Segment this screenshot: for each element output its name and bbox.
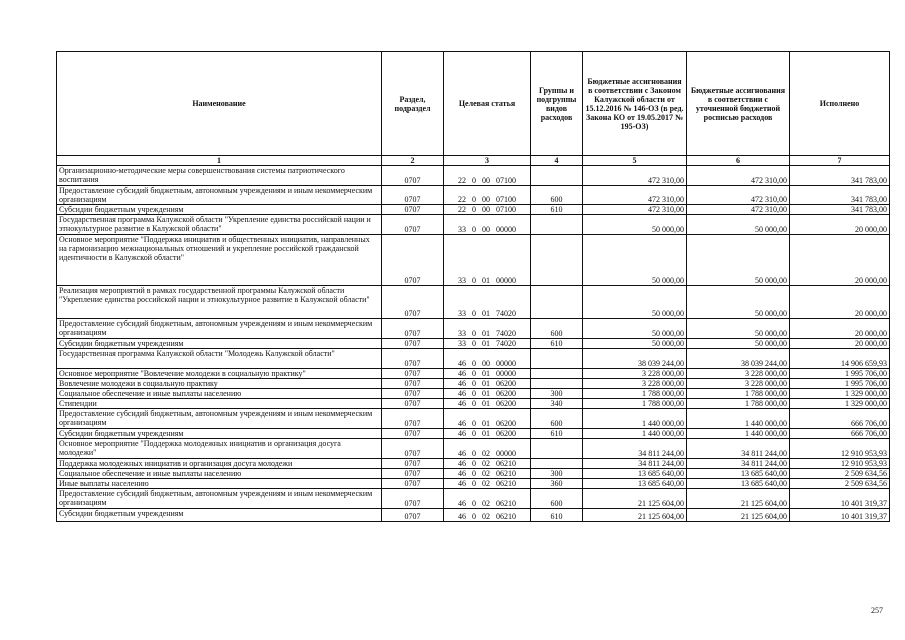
row-refined-amount: 50 000,00 [687,215,790,235]
row-group [531,286,583,319]
row-law-amount: 13 685 640,00 [583,479,687,489]
table-row [57,389,890,399]
row-group: 610 [531,339,583,349]
row-law-amount: 50 000,00 [583,235,687,286]
row-group: 600 [531,186,583,205]
row-law-amount: 34 811 244,00 [583,439,687,459]
column-number: 7 [790,156,890,166]
table-row [57,409,890,429]
row-group: 600 [531,319,583,339]
table-row [57,479,890,489]
row-name: Субсидии бюджетным учреждениям [57,429,382,439]
row-section: 0707 [382,389,444,399]
row-target: 46 0 02 06210 [444,479,531,489]
row-group [531,215,583,235]
column-number: 6 [687,156,790,166]
row-refined-amount: 50 000,00 [687,235,790,286]
row-name: Стипендии [57,399,382,409]
table-row [57,399,890,409]
row-law-amount: 472 310,00 [583,186,687,205]
column-number-row [57,156,890,166]
row-section: 0707 [382,379,444,389]
table-row [57,286,890,319]
row-name: Вовлечение молодежи в социальную практику [57,379,382,389]
row-refined-amount: 50 000,00 [687,339,790,349]
table-row [57,429,890,439]
row-target: 46 0 02 06210 [444,459,531,469]
row-name: Субсидии бюджетным учреждениям [57,509,382,522]
row-name: Иные выплаты населению [57,479,382,489]
table-row [57,166,890,186]
header-refined-allocations: Бюджетные ассигнования в соответствии с уточненной бюджетной росписью расходов [687,52,790,156]
row-target: 22 0 00 07100 [444,186,531,205]
row-law-amount: 472 310,00 [583,166,687,186]
row-target: 46 0 00 00000 [444,349,531,369]
row-name: Основное мероприятие "Поддержка молодежных инициатив и организация досуга молодежи" [57,439,382,459]
row-name: Предоставление субсидий бюджетным, автономным учреждениям и иным некоммерческим организациям [57,409,382,429]
row-executed-amount: 341 783,00 [790,166,890,186]
row-group [531,379,583,389]
row-target: 33 0 00 00000 [444,215,531,235]
table-row [57,339,890,349]
row-target: 22 0 00 07100 [444,205,531,215]
row-law-amount: 21 125 604,00 [583,489,687,509]
budget-table [56,51,890,522]
header-section: Раздел, подраздел [382,52,444,156]
row-refined-amount: 3 228 000,00 [687,379,790,389]
table-row [57,509,890,522]
row-name: Предоставление субсидий бюджетным, автономным учреждениям и иным некоммерческим организациям [57,319,382,339]
row-target: 46 0 02 06210 [444,509,531,522]
row-section: 0707 [382,479,444,489]
row-law-amount: 1 440 000,00 [583,429,687,439]
row-refined-amount: 50 000,00 [687,286,790,319]
row-executed-amount: 341 783,00 [790,186,890,205]
row-section: 0707 [382,186,444,205]
row-target: 46 0 02 00000 [444,439,531,459]
row-executed-amount: 1 995 706,00 [790,369,890,379]
header-law-allocations: Бюджетные ассигнования в соответствии с Законом Калужской области от 15.12.2016 № 146-ОЗ (в ред. Закона КО от 19.05.2017 № 195-ОЗ) [583,52,687,156]
row-executed-amount: 20 000,00 [790,215,890,235]
header-name: Наименование [57,52,382,156]
row-section: 0707 [382,409,444,429]
row-refined-amount: 21 125 604,00 [687,489,790,509]
row-target: 46 0 01 06200 [444,409,531,429]
row-refined-amount: 50 000,00 [687,319,790,339]
row-target: 46 0 01 06200 [444,399,531,409]
column-number: 2 [382,156,444,166]
row-section: 0707 [382,349,444,369]
row-name: Социальное обеспечение и иные выплаты населению [57,389,382,399]
table-row [57,205,890,215]
row-target: 33 0 01 74020 [444,319,531,339]
row-law-amount: 13 685 640,00 [583,469,687,479]
row-group: 600 [531,409,583,429]
row-group [531,166,583,186]
row-group: 610 [531,509,583,522]
row-law-amount: 3 228 000,00 [583,369,687,379]
table-row [57,369,890,379]
row-group [531,439,583,459]
row-refined-amount: 1 788 000,00 [687,389,790,399]
row-refined-amount: 13 685 640,00 [687,469,790,479]
row-refined-amount: 38 039 244,00 [687,349,790,369]
row-section: 0707 [382,235,444,286]
row-refined-amount: 21 125 604,00 [687,509,790,522]
row-group: 300 [531,389,583,399]
row-executed-amount: 10 401 319,37 [790,489,890,509]
row-name: Социальное обеспечение и иные выплаты населению [57,469,382,479]
row-section: 0707 [382,319,444,339]
row-section: 0707 [382,205,444,215]
row-refined-amount: 13 685 640,00 [687,479,790,489]
row-group: 600 [531,489,583,509]
row-law-amount: 3 228 000,00 [583,379,687,389]
header-row [57,52,890,156]
row-executed-amount: 666 706,00 [790,429,890,439]
table-row [57,489,890,509]
row-target: 46 0 02 06210 [444,489,531,509]
row-executed-amount: 14 906 659,93 [790,349,890,369]
column-number: 5 [583,156,687,166]
row-law-amount: 50 000,00 [583,319,687,339]
row-law-amount: 1 440 000,00 [583,409,687,429]
row-executed-amount: 12 910 953,93 [790,439,890,459]
row-executed-amount: 666 706,00 [790,409,890,429]
table-row [57,186,890,205]
row-law-amount: 50 000,00 [583,339,687,349]
table-row [57,215,890,235]
row-section: 0707 [382,429,444,439]
column-number: 4 [531,156,583,166]
row-name: Основное мероприятие "Вовлечение молодежи в социальную практику" [57,369,382,379]
row-target: 33 0 01 74020 [444,286,531,319]
row-refined-amount: 3 228 000,00 [687,369,790,379]
row-group [531,349,583,369]
row-executed-amount: 1 329 000,00 [790,399,890,409]
header-executed: Исполнено [790,52,890,156]
table-row [57,439,890,459]
row-target: 46 0 01 06200 [444,389,531,399]
row-section: 0707 [382,439,444,459]
table-row [57,379,890,389]
row-group: 340 [531,399,583,409]
row-executed-amount: 20 000,00 [790,339,890,349]
row-section: 0707 [382,215,444,235]
row-law-amount: 1 788 000,00 [583,389,687,399]
row-name: Поддержка молодежных инициатив и организация досуга молодежи [57,459,382,469]
row-name: Предоставление субсидий бюджетным, автономным учреждениям и иным некоммерческим организациям [57,186,382,205]
row-law-amount: 50 000,00 [583,215,687,235]
row-law-amount: 21 125 604,00 [583,509,687,522]
table-row [57,469,890,479]
column-number: 3 [444,156,531,166]
row-section: 0707 [382,399,444,409]
row-executed-amount: 2 509 634,56 [790,479,890,489]
row-executed-amount: 12 910 953,93 [790,459,890,469]
row-target: 46 0 02 06210 [444,469,531,479]
row-executed-amount: 20 000,00 [790,286,890,319]
row-name: Государственная программа Калужской области "Молодежь Калужской области" [57,349,382,369]
row-law-amount: 38 039 244,00 [583,349,687,369]
row-law-amount: 472 310,00 [583,205,687,215]
row-group: 300 [531,469,583,479]
row-executed-amount: 1 995 706,00 [790,379,890,389]
row-target: 46 0 01 06200 [444,429,531,439]
row-law-amount: 1 788 000,00 [583,399,687,409]
row-section: 0707 [382,286,444,319]
page-number: 257 [871,606,883,615]
row-executed-amount: 20 000,00 [790,319,890,339]
table-row [57,319,890,339]
row-group: 610 [531,429,583,439]
row-name: Предоставление субсидий бюджетным, автономным учреждениям и иным некоммерческим организациям [57,489,382,509]
row-name: Реализация мероприятий в рамках государственной программы Калужской области "Укрепление единства российской нации и этнокультурное развитие в Калужской области" [57,286,382,319]
row-group: 610 [531,205,583,215]
header-groups: Группы и подгруппы видов расходов [531,52,583,156]
row-refined-amount: 1 440 000,00 [687,429,790,439]
table-row [57,459,890,469]
row-law-amount: 50 000,00 [583,286,687,319]
row-refined-amount: 1 440 000,00 [687,409,790,429]
row-executed-amount: 20 000,00 [790,235,890,286]
row-section: 0707 [382,459,444,469]
row-target: 46 0 01 00000 [444,369,531,379]
row-executed-amount: 341 783,00 [790,205,890,215]
row-section: 0707 [382,369,444,379]
row-name: Основное мероприятие "Поддержка инициатив и общественных инициатив, направленных на гармонизацию межнациональных отношений и укрепление российской гражданской идентичности в Калужской области" [57,235,382,286]
row-refined-amount: 34 811 244,00 [687,459,790,469]
row-law-amount: 34 811 244,00 [583,459,687,469]
row-refined-amount: 472 310,00 [687,205,790,215]
row-section: 0707 [382,509,444,522]
row-group [531,459,583,469]
row-refined-amount: 472 310,00 [687,166,790,186]
row-name: Государственная программа Калужской области "Укрепление единства российской нации и этнокультурное развитие в Калужской области" [57,215,382,235]
row-name: Субсидии бюджетным учреждениям [57,205,382,215]
row-section: 0707 [382,489,444,509]
row-executed-amount: 1 329 000,00 [790,389,890,399]
row-section: 0707 [382,166,444,186]
row-refined-amount: 34 811 244,00 [687,439,790,459]
row-target: 33 0 01 00000 [444,235,531,286]
row-name: Организационно-методические меры совершенствования системы патриотического воспитания [57,166,382,186]
row-refined-amount: 1 788 000,00 [687,399,790,409]
table-row [57,235,890,286]
row-executed-amount: 2 509 634,56 [790,469,890,479]
row-name: Субсидии бюджетным учреждениям [57,339,382,349]
row-group: 360 [531,479,583,489]
row-group [531,369,583,379]
row-section: 0707 [382,469,444,479]
row-group [531,235,583,286]
row-target: 33 0 01 74020 [444,339,531,349]
row-section: 0707 [382,339,444,349]
table-row [57,349,890,369]
column-number: 1 [57,156,382,166]
row-target: 46 0 01 06200 [444,379,531,389]
row-target: 22 0 00 07100 [444,166,531,186]
header-target: Целевая статья [444,52,531,156]
row-refined-amount: 472 310,00 [687,186,790,205]
row-executed-amount: 10 401 319,37 [790,509,890,522]
